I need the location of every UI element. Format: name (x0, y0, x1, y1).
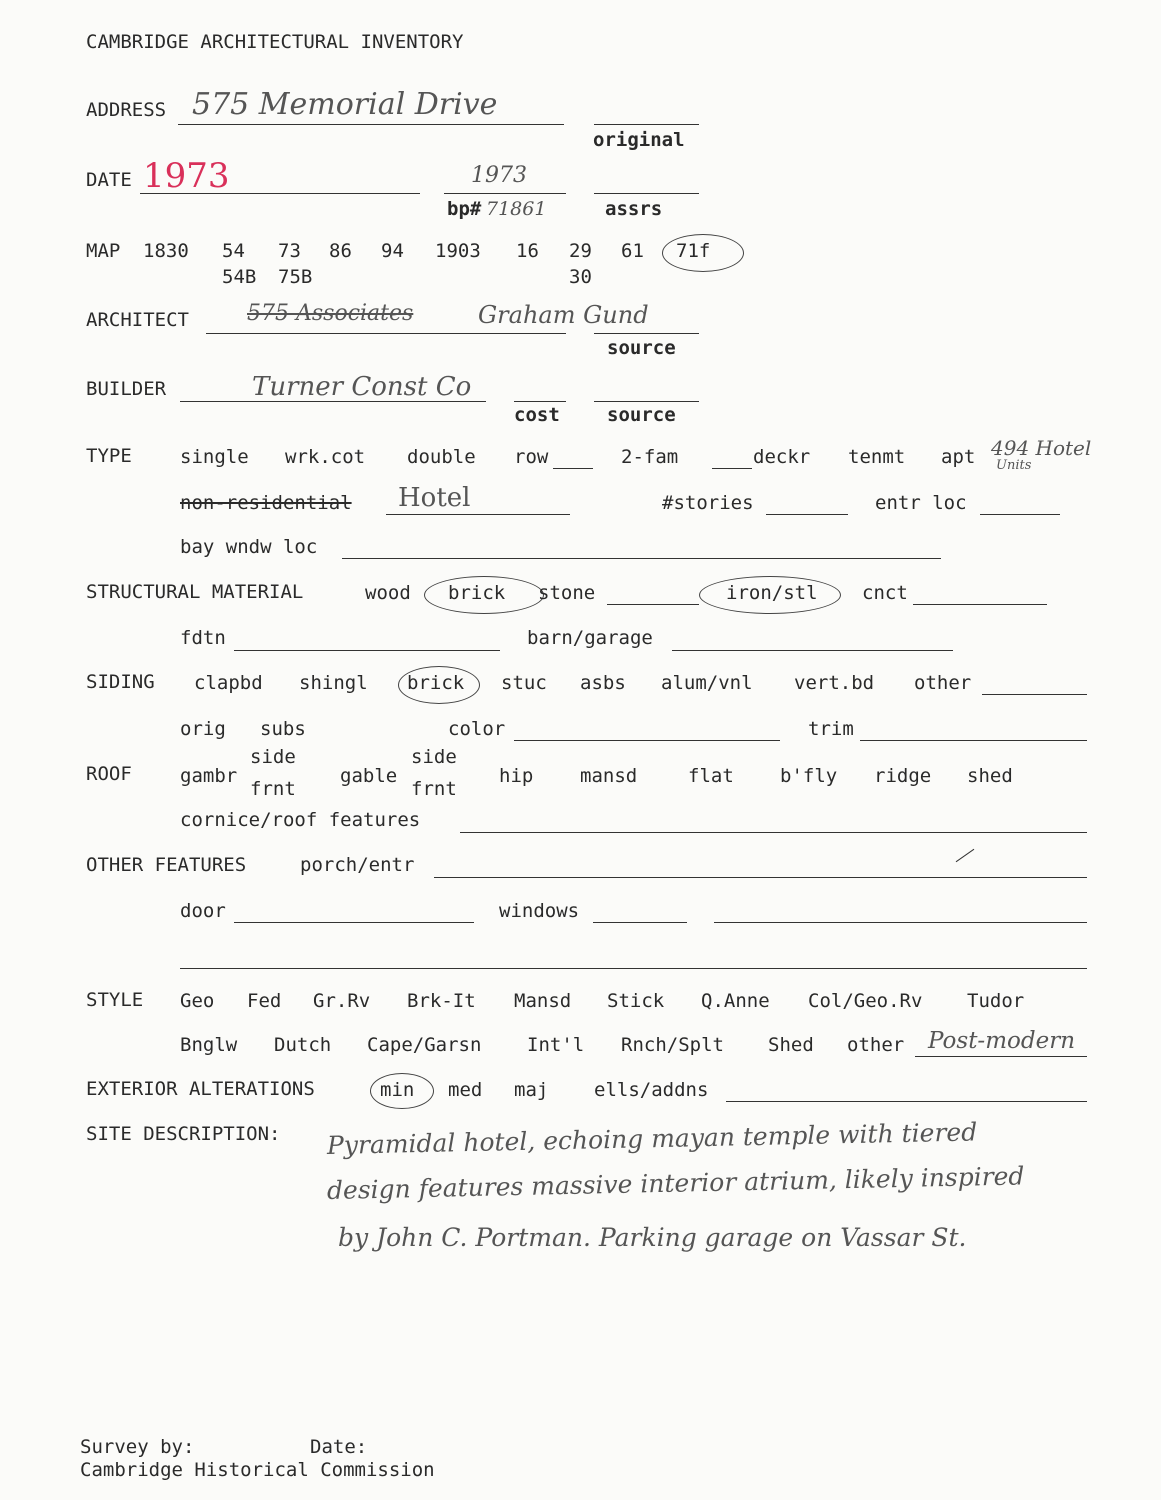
style-other-label: other (847, 1034, 905, 1056)
style-dutch: Dutch (274, 1034, 332, 1056)
structural-stone-line (607, 604, 699, 605)
roof-cornice-line (460, 832, 1087, 833)
structural-barn: barn/garage (527, 627, 653, 649)
siding-vertbd: vert.bd (794, 672, 875, 694)
structural-fdtn: fdtn (180, 627, 226, 649)
site-line-2: design features massive interior atrium, likely inspired (326, 1161, 1025, 1205)
map-54b: 54B (222, 266, 257, 288)
alterations-ells-line (726, 1101, 1087, 1102)
architect-line (206, 333, 566, 334)
other-windows-line (593, 922, 687, 923)
structural-cnct: cnct (862, 582, 908, 604)
type-single: single (180, 446, 249, 468)
cost-label: cost (514, 404, 560, 426)
other-porch-line (434, 877, 1087, 878)
roof-gable-side: side (411, 746, 457, 768)
style-geo: Geo (180, 990, 215, 1012)
roof-bfly: b'fly (780, 765, 838, 787)
siding-brick: brick (407, 672, 465, 694)
date-value: 1973 (143, 156, 230, 196)
date-label: DATE (86, 169, 132, 191)
bp-line (444, 193, 566, 194)
roof-cornice: cornice/roof features (180, 809, 421, 831)
style-tudor: Tudor (967, 990, 1025, 1012)
architect-source-line (594, 333, 699, 334)
style-other-value: Post-modern (928, 1028, 1076, 1054)
style-mansd: Mansd (514, 990, 572, 1012)
roof-ridge: ridge (874, 765, 932, 787)
structural-stone: stone (538, 582, 596, 604)
architect-label: ARCHITECT (86, 309, 189, 331)
roof-label: ROOF (86, 763, 132, 785)
roof-hip: hip (499, 765, 534, 787)
alterations-maj: maj (514, 1079, 549, 1101)
map-54: 54 (222, 240, 245, 262)
survey-date-label: Date: (310, 1436, 368, 1458)
type-apt: apt (941, 446, 976, 468)
other-door: door (180, 900, 226, 922)
style-colgeorv: Col/Geo.Rv (808, 990, 923, 1012)
roof-flat: flat (688, 765, 734, 787)
style-grrv: Gr.Rv (313, 990, 371, 1012)
structural-wood: wood (365, 582, 411, 604)
map-75b: 75B (278, 266, 313, 288)
siding-other: other (914, 672, 972, 694)
roof-mansd: mansd (580, 765, 638, 787)
siding-trim-line (860, 740, 1087, 741)
other-label: OTHER FEATURES (86, 854, 247, 876)
map-1903: 1903 (435, 240, 481, 262)
type-deckr-line (712, 468, 752, 469)
alterations-label: EXTERIOR ALTERATIONS (86, 1078, 315, 1100)
type-nonres-label: non-residential (180, 492, 352, 514)
siding-trim: trim (808, 718, 854, 740)
map-94: 94 (381, 240, 404, 262)
map-1830: 1830 (143, 240, 189, 262)
roof-gable: gable (340, 765, 398, 787)
roof-gable-frnt: frnt (411, 778, 457, 800)
form-title: CAMBRIDGE ARCHITECTURAL INVENTORY (86, 31, 464, 53)
siding-label: SIDING (86, 671, 155, 693)
siding-color-line (514, 740, 780, 741)
alterations-med: med (448, 1079, 483, 1101)
other-windows: windows (499, 900, 580, 922)
bp-label: bp# (447, 198, 482, 220)
type-deckr: deckr (753, 446, 811, 468)
roof-gambr-frnt: frnt (250, 778, 296, 800)
map-label: MAP (86, 240, 121, 262)
assrs-label: assrs (605, 198, 663, 220)
builder-value: Turner Const Co (252, 372, 472, 402)
cost-line (514, 401, 566, 402)
roof-gambr: gambr (180, 765, 238, 787)
type-entr-line (980, 514, 1060, 515)
map-86: 86 (329, 240, 352, 262)
siding-clapbd: clapbd (194, 672, 263, 694)
assrs-line (594, 193, 699, 194)
style-brkit: Brk-It (407, 990, 476, 1012)
roof-gambr-side: side (250, 746, 296, 768)
map-71f-circle (662, 234, 744, 272)
style-rnchsplt: Rnch/Splt (621, 1034, 724, 1056)
builder-label: BUILDER (86, 378, 167, 400)
architect-struck: 575 Associates (247, 301, 414, 326)
type-label: TYPE (86, 445, 132, 467)
type-nonres-value: Hotel (398, 483, 471, 513)
style-other-line (915, 1056, 1087, 1057)
bp-value: 71861 (486, 198, 547, 220)
survey-by-label: Survey by: (80, 1436, 195, 1458)
map-29: 29 (569, 240, 592, 262)
alterations-min-circle (370, 1073, 434, 1109)
architect-source-label: source (607, 337, 676, 359)
style-shed: Shed (768, 1034, 814, 1056)
other-porch: porch/entr (300, 854, 415, 876)
pencil-mark (956, 849, 975, 862)
address-value: 575 Memorial Drive (192, 87, 498, 122)
siding-shingl: shingl (299, 672, 368, 694)
siding-other-line (982, 694, 1087, 695)
siding-color: color (448, 718, 506, 740)
structural-fdtn-line (234, 650, 500, 651)
site-line-1: Pyramidal hotel, echoing mayan temple with tiered (326, 1117, 978, 1160)
siding-asbs: asbs (580, 672, 626, 694)
date-year-handwritten: 1973 (471, 163, 527, 188)
builder-source-label: source (607, 404, 676, 426)
style-capegarsn: Cape/Garsn (367, 1034, 482, 1056)
other-door-line (234, 922, 474, 923)
style-label: STYLE (86, 989, 144, 1011)
map-61: 61 (621, 240, 644, 262)
type-2fam: 2-fam (621, 446, 679, 468)
roof-shed: shed (967, 765, 1013, 787)
structural-barn-line (672, 650, 953, 651)
map-16: 16 (516, 240, 539, 262)
type-wrkcot: wrk.cot (285, 446, 366, 468)
style-stick: Stick (607, 990, 665, 1012)
type-entr-label: entr loc (875, 492, 967, 514)
structural-iron: iron/stl (726, 582, 818, 604)
original-label: original (593, 129, 685, 151)
type-bay-line (342, 558, 941, 559)
map-73: 73 (278, 240, 301, 262)
style-intl: Int'l (527, 1034, 585, 1056)
siding-stuc: stuc (501, 672, 547, 694)
date-line (140, 193, 420, 194)
map-30: 30 (569, 266, 592, 288)
type-apt-note: 494 Hotel (991, 436, 1092, 460)
type-nonres-line (386, 514, 570, 515)
type-apt-note-sub: Units (996, 458, 1032, 473)
style-fed: Fed (247, 990, 282, 1012)
type-stories-line (766, 514, 848, 515)
address-label: ADDRESS (86, 99, 167, 121)
map-71f: 71f (676, 240, 711, 262)
structural-brick-circle (424, 576, 544, 614)
siding-subs: subs (260, 718, 306, 740)
other-extra-line (180, 968, 1087, 969)
alterations-min: min (380, 1079, 415, 1101)
siding-brick-circle (398, 666, 480, 704)
builder-line (180, 401, 486, 402)
architect-value: Graham Gund (478, 301, 649, 329)
structural-iron-circle (699, 576, 841, 614)
site-line-3: by John C. Portman. Parking garage on Vassar St. (338, 1223, 967, 1252)
site-label: SITE DESCRIPTION: (86, 1123, 281, 1145)
siding-alum: alum/vnl (661, 672, 753, 694)
other-windows-line-2 (714, 922, 1087, 923)
builder-source-line (594, 401, 699, 402)
commission-name: Cambridge Historical Commission (80, 1459, 435, 1481)
type-double: double (407, 446, 476, 468)
type-bay-label: bay wndw loc (180, 536, 318, 558)
alterations-ells: ells/addns (594, 1079, 709, 1101)
type-stories-label: #stories (662, 492, 754, 514)
structural-cnct-line (913, 604, 1047, 605)
type-tenmt: tenmt (848, 446, 906, 468)
type-row: row (514, 446, 549, 468)
style-qanne: Q.Anne (701, 990, 770, 1012)
address-line (178, 124, 564, 125)
style-bnglw: Bnglw (180, 1034, 238, 1056)
type-row-line (553, 468, 593, 469)
original-line (594, 124, 699, 125)
structural-label: STRUCTURAL MATERIAL (86, 581, 304, 603)
structural-brick: brick (448, 582, 506, 604)
siding-orig: orig (180, 718, 226, 740)
